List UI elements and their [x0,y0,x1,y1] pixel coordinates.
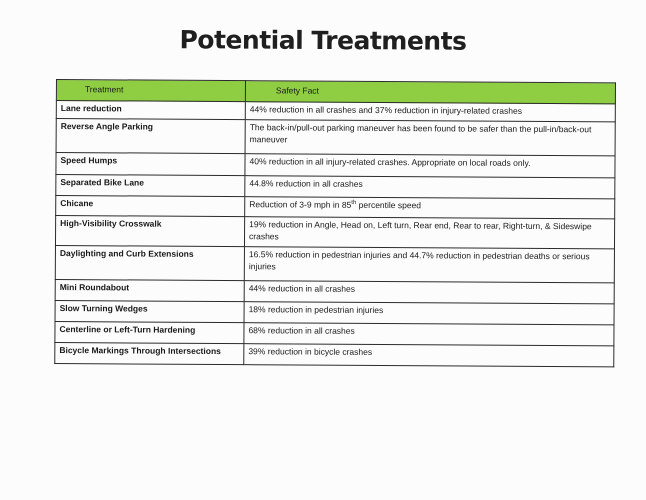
fact-cell: 44% reduction in all crashes [244,281,614,304]
treatment-cell: Mini Roundabout [55,279,244,301]
treatment-cell: Lane reduction [56,101,245,120]
fact-cell: The back-in/pull-out parking maneuver has been found to be safer than the pull-in/back-out maneuver [245,120,615,156]
fact-cell: 44% reduction in all crashes and 37% reduction in injury-related crashes [245,102,615,122]
treatment-cell: Separated Bike Lane [56,175,245,197]
treatment-cell: Speed Humps [56,153,245,176]
table-row [55,216,614,249]
treatments-table [54,79,616,367]
fact-cell [245,197,615,219]
treatment-cell: Centerline or Left-Turn Hardening [55,321,244,343]
treatments-table-wrapper [54,79,615,367]
fact-cell: 68% reduction in all crashes [244,323,614,346]
fact-cell: 16.5% reduction in pedestrian injuries and 44.7% reduction in pedestrian deaths or serious injuries [244,247,614,283]
fact-text-pre: Reduction of 3-9 mph in 85 [249,199,352,210]
treatment-cell: Bicycle Markings Through Intersections [55,342,244,364]
fact-cell: 40% reduction in all injury-related crashes. Appropriate on local roads only. [245,154,615,178]
fact-cell: 44.8% reduction in all crashes [245,176,615,199]
fact-cell: 18% reduction in pedestrian injuries [244,302,614,325]
fact-text-post: percentile speed [356,199,422,211]
table-row [55,245,614,282]
header-treatment: Treatment [56,80,245,102]
page-title: Potential Treatments [179,25,467,56]
fact-cell: 19% reduction in Angle, Head on, Left turn, Rear end, Rear to rear, Right-turn, & Sideswipe crashes [244,217,614,249]
treatment-cell: High-Visibility Crosswalk [55,216,244,247]
table-row [55,342,614,366]
header-safety-fact: Safety Fact [245,81,615,104]
fact-superscript: th [351,199,357,207]
fact-cell: 39% reduction in bicycle crashes [244,344,614,367]
treatment-cell: Slow Turning Wedges [55,300,244,322]
treatment-cell: Daylighting and Curb Extensions [55,245,244,280]
treatment-cell: Reverse Angle Parking [56,119,245,154]
treatment-cell: Chicane [56,196,245,217]
table-row [56,119,615,156]
